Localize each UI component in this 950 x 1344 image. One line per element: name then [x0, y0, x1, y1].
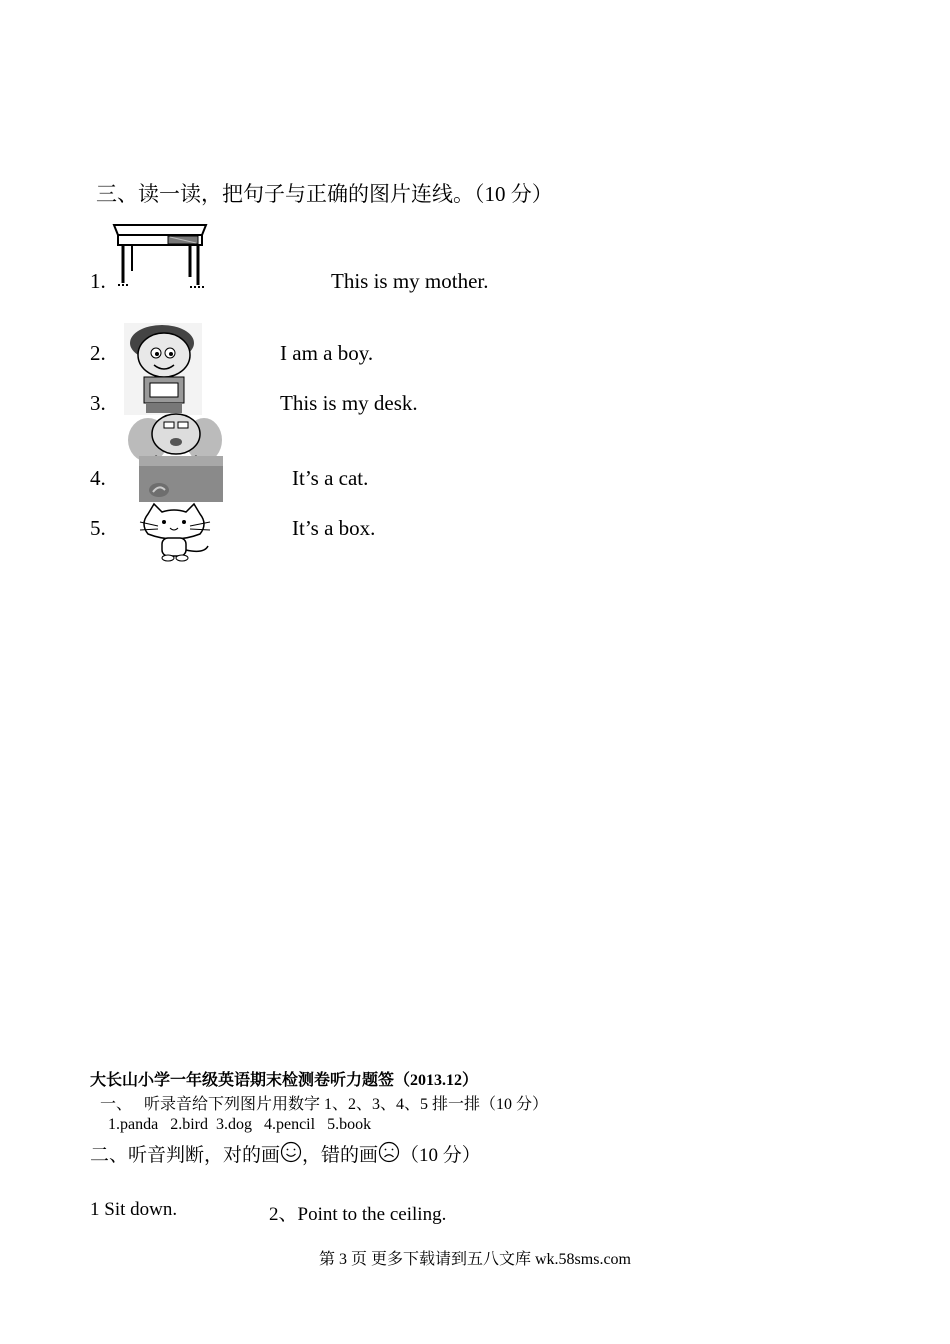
item-number-4: 4.: [90, 466, 106, 490]
part2-mid: ，错的画: [302, 1145, 379, 1166]
sad-face-icon: [378, 1141, 400, 1169]
section3-title: 三、读一读，把句子与正确的图片连线。（10 分）: [96, 182, 553, 206]
box-picture: [139, 456, 223, 502]
listening-sentence-1: 1 Sit down.: [90, 1199, 178, 1220]
smiley-face-icon: [280, 1141, 302, 1169]
sentence-4: It’s a cat.: [292, 466, 369, 490]
part2-prefix: 二、听音判断，对的画: [90, 1145, 281, 1166]
item-number-2: 2.: [90, 341, 106, 365]
sentence-1: This is my mother.: [331, 269, 489, 293]
page-footer: 第 3 页 更多下载请到五八文库 wk.58sms.com: [318, 1251, 631, 1268]
listening-sentence-2: 2、Point to the ceiling.: [269, 1204, 447, 1225]
sentence-5: It’s a box.: [292, 516, 376, 540]
listening-part1-title: 一、 听录音给下列图片用数字 1、2、3、4、5 排一排（10 分）: [100, 1096, 549, 1113]
listening-heading: 大长山小学一年级英语期末检测卷听力题签（2013.12）: [90, 1072, 479, 1089]
sentence-2: I am a boy.: [280, 341, 374, 365]
item-number-1: 1.: [90, 269, 106, 293]
cat-picture: [138, 502, 216, 562]
boy-picture: [124, 323, 202, 415]
sentence-3: This is my desk.: [280, 391, 418, 415]
listening-part1-words: 1.panda 2.bird 3.dog 4.pencil 5.book: [108, 1116, 372, 1133]
part2-suffix: （10 分）: [400, 1145, 481, 1166]
item-number-3: 3.: [90, 391, 106, 415]
listening-part2-line: [90, 1140, 481, 1169]
desk-picture: [110, 221, 210, 291]
item-number-5: 5.: [90, 516, 106, 540]
